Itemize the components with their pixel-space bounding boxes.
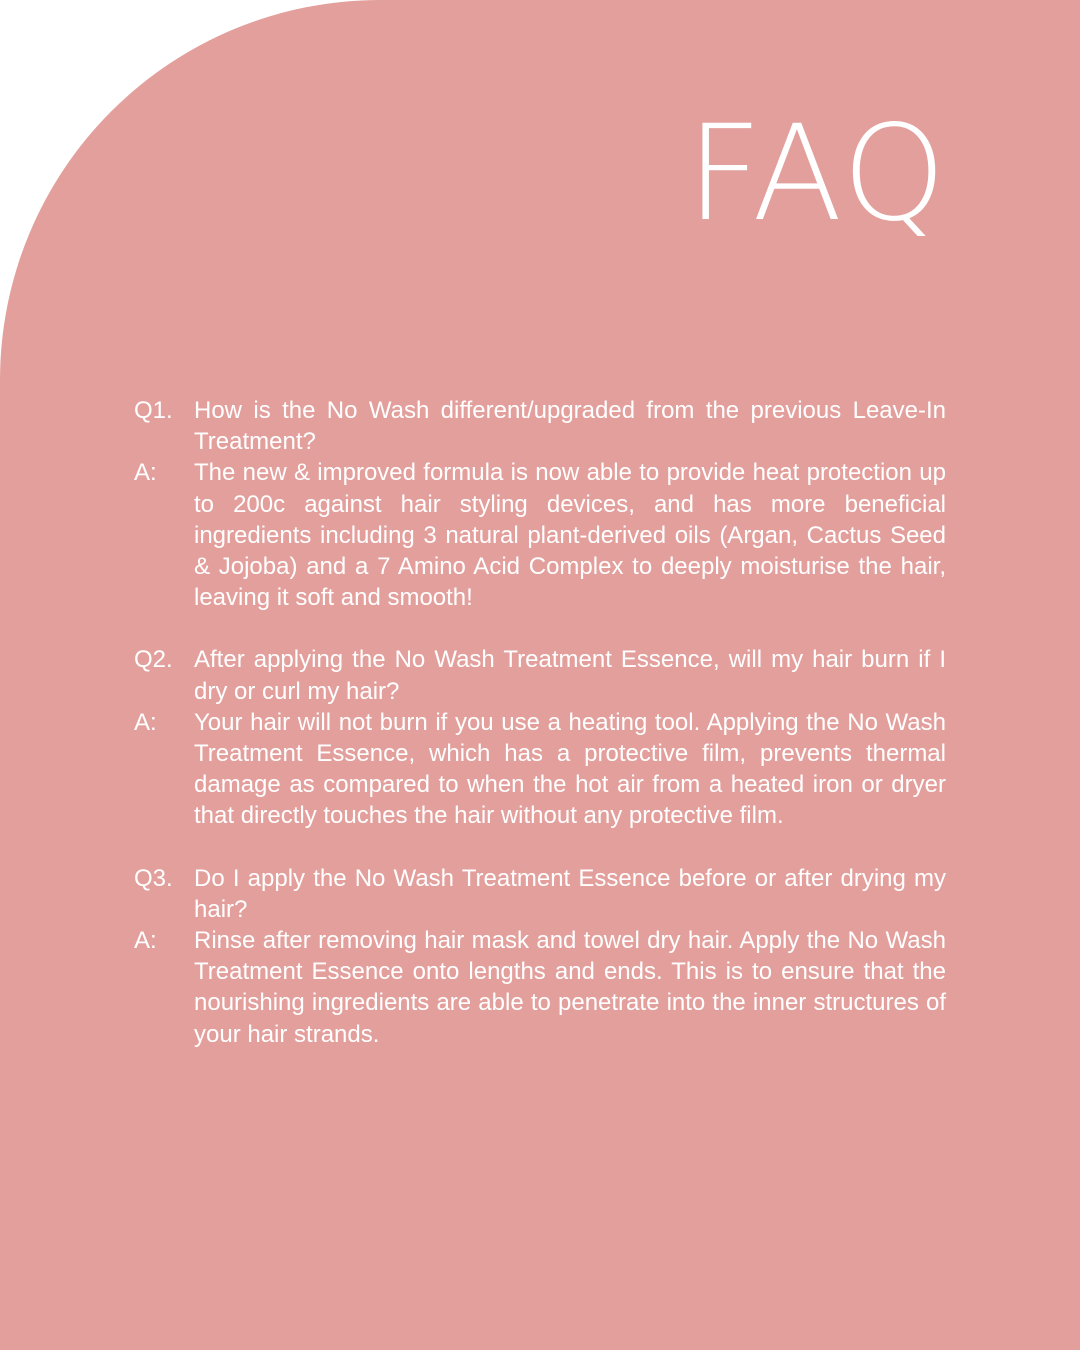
page-title: FAQ	[686, 97, 948, 251]
answer-row	[134, 457, 946, 613]
question-text: How is the No Wash different/upgraded from the previous Leave-In Treatment?	[194, 397, 946, 456]
answer-row	[134, 707, 946, 832]
answer-text: Your hair will not burn if you use a heating tool. Applying the No Wash Treatment Essence, which has a protective film, prevents thermal damage as compared to when the hot air from a heated iron or dryer that directly touches the hair without any protective film.	[194, 708, 946, 830]
answer-label: A:	[134, 927, 157, 955]
faq-item-1	[134, 395, 946, 613]
faq-list	[134, 395, 946, 1081]
answer-text: Rinse after removing hair mask and towel dry hair. Apply the No Wash Treatment Essence onto lengths and ends. This is to ensure that the nourishing ingredients are able to penetrate into the inner structures of your hair strands.	[194, 927, 946, 1048]
question-label: Q3.	[134, 864, 173, 892]
question-row	[134, 863, 946, 925]
question-text: Do I apply the No Wash Treatment Essence before or after drying my hair?	[194, 864, 946, 923]
faq-item-2	[134, 644, 946, 831]
answer-label: A:	[134, 459, 157, 487]
question-row	[134, 395, 946, 457]
faq-item-3	[134, 863, 946, 1050]
question-label: Q1.	[134, 397, 173, 424]
answer-text: The new & improved formula is now able to provide heat protection up to 200c against hair styling devices, and has more beneficial ingredients including 3 natural plant-derived oils (Argan, Cactus Seed & Jojoba) and a 7 Amino Acid Complex to deeply moisturise the hair, leaving it soft and smooth!	[194, 459, 946, 612]
question-row	[134, 644, 946, 706]
question-text: After applying the No Wash Treatment Essence, will my hair burn if I dry or curl my hair?	[194, 646, 946, 705]
question-label: Q2.	[134, 646, 173, 674]
answer-row	[134, 925, 946, 1050]
answer-label: A:	[134, 708, 157, 736]
